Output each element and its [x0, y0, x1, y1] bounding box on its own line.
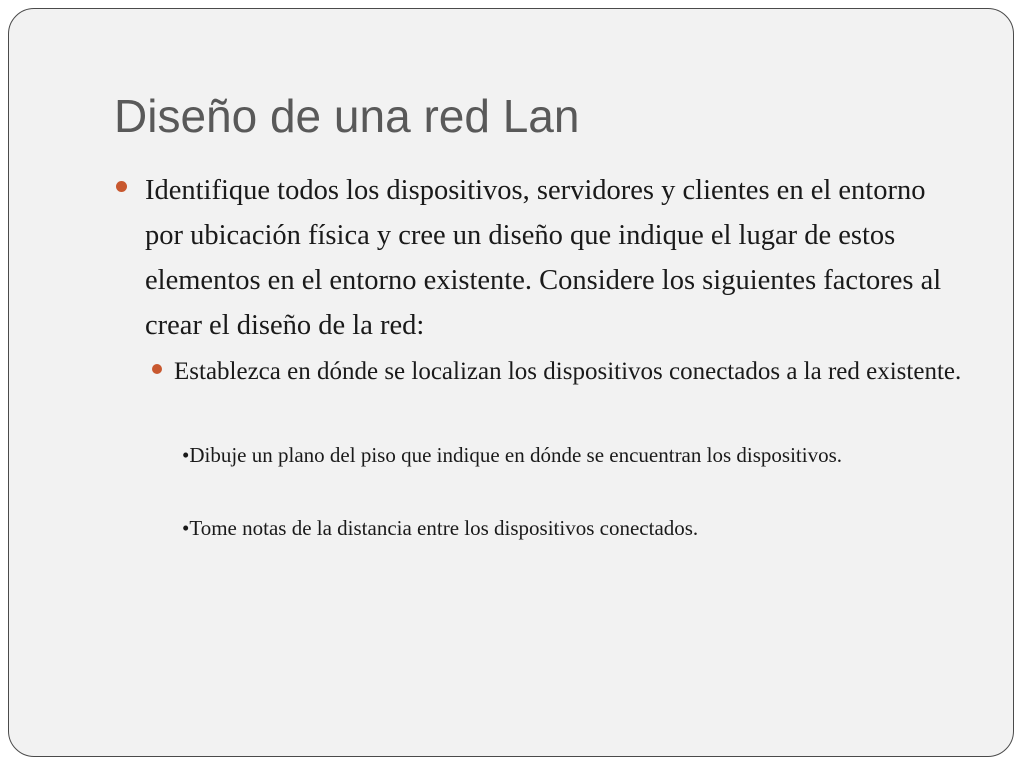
bullet-level-1-text: Identifique todos los dispositivos, servidores y clientes en el entorno por ubicación física y cree un diseño que indique el lugar de estos elementos en el entorno existente. Considere los siguientes factores al crear el diseño de la red:: [145, 175, 942, 341]
bullet-level-3-text: •Dibuje un plano del piso que indique en dónde se encuentran los dispositivos.: [182, 443, 842, 467]
bullet-dot-icon: [152, 364, 162, 374]
bullet-dot-icon: [116, 181, 127, 192]
slide-title: Diseño de una red Lan: [114, 90, 580, 142]
bullet-level-2-text: Establezca en dónde se localizan los dispositivos conectados a la red existente.: [174, 358, 962, 385]
bullet-level-3-text: •Tome notas de la distancia entre los dispositivos conectados.: [182, 516, 699, 540]
